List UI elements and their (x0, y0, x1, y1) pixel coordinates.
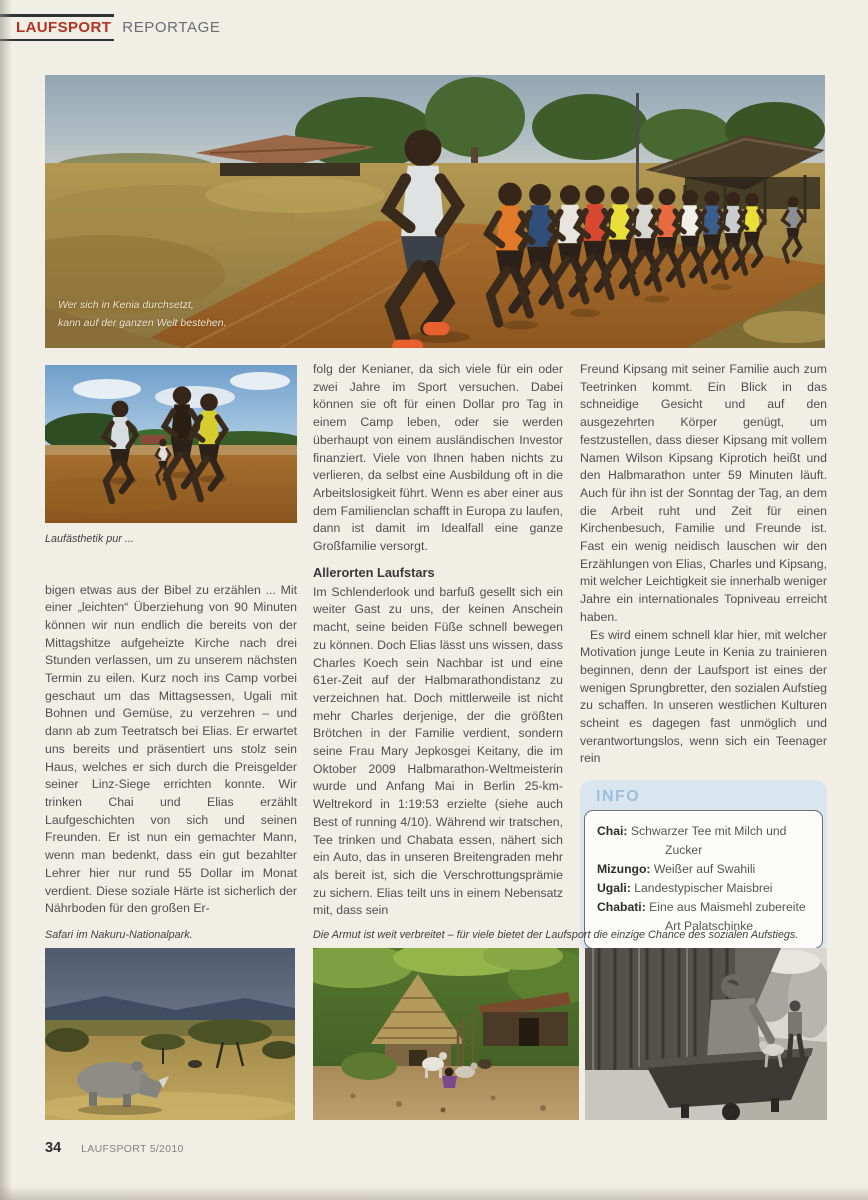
section-label: REPORTAGE (122, 19, 221, 36)
bw-photo-man-wheelbarrow (585, 948, 827, 1120)
info-definition: Weißer auf Swahili (653, 862, 756, 877)
info-box-title: INFO (596, 788, 641, 806)
column-right (580, 361, 827, 953)
magazine-logo: LAUFSPORT (16, 19, 112, 36)
safari-photo-rhino (45, 948, 295, 1120)
main-photo-runners-group (45, 75, 825, 348)
info-term: Chai: (597, 824, 628, 839)
column-middle (313, 361, 563, 920)
info-definition: Landestypischer Maisbrei (634, 881, 773, 896)
info-entry (597, 860, 812, 879)
village-photo-caption: Die Armut ist weit verbreitet – für viele bietet der Laufsport die einzige Chance des sozialen Aufstiegs. (313, 929, 799, 941)
column-left (45, 361, 297, 918)
article-paragraph: Es wird einem schnell klar hier, mit welcher Motivation junge Leute in Kenia zu trainieren beginnen, denn der Laufsport ist eines der wenigen Sprungbretter, den sozialen Aufstieg zu schaffen. In unseren westlichen Kulturen scheint es dagegen fast unmöglich und verantwortungslos, wenn sich ein Teenager rein (580, 627, 827, 766)
article-paragraph: Im Schlenderlook und barfuß gesellt sich ein weiter Gast zu uns, der keinen Anschein macht, seine beiden Füße schnell bewegen zu können. Doch Elias lässt uns wissen, dass Charles Koech sein Nachbar ist und eine 61er-Zeit auf der Halbmarathondistanz zu verzeichnen hat. Doch mittlerweile ist nicht mehr Charles derjenige, der die größten Brötchen in der Familie verdient, sondern seine Frau Mary Jepkosgei Keitany, die im Oktober 2009 Halbmarathon-Weltmeisterin wurde und Anfang Mai in Berlin 25-km-Weltrekord in 1:19:53 erzielte (siehe auch Best of running 4/10). Während wir tratschen, Tee trinken und Chabata essen, nähert sich ein Auto, das in unseren Breitengraden mehr als bereit ist, sich die Verschrottungsprämie zu sichern. Elias teilt uns in einem Nebensatz mit, dass sein (313, 584, 563, 918)
safari-photo-caption: Safari im Nakuru-Nationalpark. (45, 929, 193, 941)
main-photo-caption: Wer sich in Kenia durchsetzt, kann auf der ganzen Welt bestehen. (58, 299, 227, 329)
article-paragraph: folg der Kenianer, da sich viele für ein oder zwei Jahre im Sport versuchen. Dabei können sie oft für einen Dollar pro Tag in einem Camp leben, oder sie werden überhaupt von einem ausländischen Investor finanziert. Viele von Ihnen haben nichts zu verlieren, da selbst eine Ausbildung oft in die Arbeitslosigkeit führt. Wenn es aber einer aus dem Familienclan schafft in Europa zu laufen, dann ist damit im Idealfall eine ganze Großfamilie versorgt. (313, 362, 563, 554)
brand-rule (0, 14, 114, 41)
info-entry (597, 822, 812, 860)
village-photo-huts (313, 948, 579, 1120)
info-definition: Eine aus Maismehl zubereite Art Palatschinke (649, 900, 806, 934)
info-term: Chabati: (597, 900, 646, 915)
small-photo-sprinting-runners (45, 365, 297, 523)
subheading-allerorten-laufstars: Allerorten Laufstars (313, 564, 435, 580)
article-paragraph: bigen etwas aus der Bibel zu erzählen ... Mit einer „leichten“ Überziehung von 90 Minuten können wir nun endlich die bereits von der Mittagshitze aufgeheizte Kirche nach drei Stunden verlassen, um zu unserem nächsten Termin zu eilen. Kurz noch ins Camp vorbei geschaut um das Mittagsessen, Ugali mit Bohnen und Gemüse, zu verzehren – und dann ab zum Teetratsch bei Elias. Er erwartet uns bereits und präsentiert uns stolz sein Haus, welches er sich durch die Preisgelder seiner Linz-Siege errichten konnte. Wir trinken Chai und Elias erzählt Laufgeschichten von sich und seinen Freunden. Er ist nun ein gemachter Mann, wenn man bedenkt, dass ein gut bezahlter Lehrer hier nur rund 55 Dollar im Monat verdient. Diese soziale Härte ist sicherlich der Nährboden für den großen Er- (45, 582, 297, 916)
page-footer (45, 1140, 184, 1156)
article-paragraph: Freund Kipsang mit seiner Familie auch zum Teetrinken kommt. Ein Blick in das schneidige Gesicht und auf den ausgezehrten Körper genügt, um festzustellen, dass dieser Kipsang mit vollem Namen Wilson Kipsang Kiprotich heißt und den Halbmarathon unter 59 Minuten läuft. Auch für ihn ist der Sonntag der Tag, an dem die Arbeit ruht und Zeit für einen Kirchenbesuch, Familie und Freunde ist. Fast ein wenig neidisch lauschen wir den Erzählungen von Elias, Charles und Kipsang, mit welcher Leichtigkeit sie innerhalb weniger Jahre ein internationales Topniveau erreicht haben. (580, 362, 827, 624)
info-term: Mizungo: (597, 862, 651, 877)
small-photo-caption: Laufästhetik pur ... (45, 533, 134, 545)
page-number: 34 (45, 1140, 62, 1156)
magazine-issue: LAUFSPORT 5/2010 (81, 1143, 184, 1155)
info-entry (597, 879, 812, 898)
masthead (0, 14, 220, 41)
info-definition: Schwarzer Tee mit Milch und Zucker (630, 824, 787, 858)
info-term: Ugali: (597, 881, 631, 896)
